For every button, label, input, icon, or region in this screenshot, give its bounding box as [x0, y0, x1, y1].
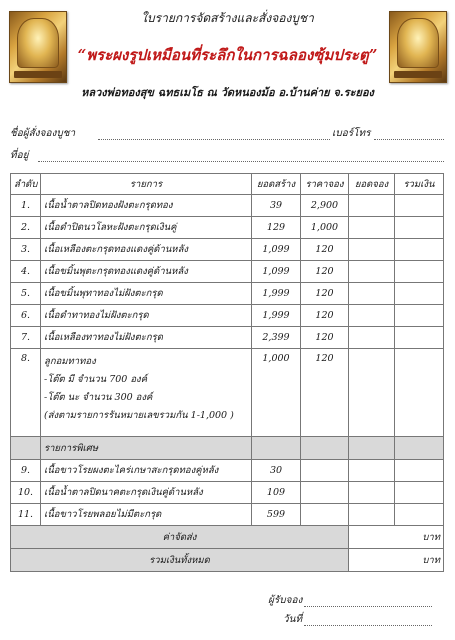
table-row-amulet-set: 8. ลูกอมทาทอง -โต๊ต มี จำนวน 700 องค์ -โต๊ต นะ จำนวน 300 องค์ (ส่งตามรายการรันหมายเลขรวมกัน 1-1,000 ) 1,000 120: [11, 349, 444, 437]
document-title: ใบรายการจัดสร้างและสั่งจองบูชา: [141, 11, 314, 25]
grand-total-amount-cell[interactable]: บาท: [349, 549, 444, 572]
total-cell[interactable]: [395, 504, 444, 526]
temple-subtitle: หลวงพ่อทองสุข ฉทธเมโธ ณ วัดหนองม้อ อ.บ้านค่าย จ.ระยอง: [81, 86, 374, 99]
header-order-qty: ยอดจอง: [349, 174, 395, 195]
header-number: ลำดับ: [11, 174, 41, 195]
table-row: 2. เนื้อดำปิดนวโลหะฝังตะกรุดเงินคู่ 129 1,000: [11, 217, 444, 239]
receiver-signature-field[interactable]: [304, 606, 432, 607]
total-cell[interactable]: [395, 349, 444, 437]
header-production-qty: ยอดสร้าง: [252, 174, 301, 195]
order-qty-cell[interactable]: [349, 261, 395, 283]
date-label: วันที่: [283, 614, 303, 625]
header-price: ราคาจอง: [301, 174, 349, 195]
table-row: 6. เนื้อดำทาทองไม่ฝังตะกรุด 1,999 120: [11, 305, 444, 327]
table-row: 5. เนื้อขมิ้นพุทาทองไม่ฝังตะกรุด 1,999 120: [11, 283, 444, 305]
special-section-row: [11, 437, 444, 460]
receiver-label: ผู้รับจอง: [268, 595, 303, 606]
table-row: 9. เนื้อขาวโรยผงตะไคร่เกษาสะกรุดทองคู่หลัง 30: [11, 460, 444, 482]
special-section-title: รายการพิเศษ: [41, 437, 252, 460]
date-field[interactable]: [304, 625, 432, 626]
total-cell[interactable]: [395, 261, 444, 283]
table-row: 7. เนื้อเหลืองทาทองไม่ฝังตะกรุด 2,399 120: [11, 327, 444, 349]
name-label: ชื่อผู้สั่งจองบูชา: [10, 128, 76, 139]
total-cell[interactable]: [395, 239, 444, 261]
total-cell[interactable]: [395, 460, 444, 482]
address-field[interactable]: [38, 161, 444, 162]
table-row: 4. เนื้อขมิ้นพุตะกรุดทองแดงคู่ด้านหลัง 1,099 120: [11, 261, 444, 283]
order-qty-cell[interactable]: [349, 239, 395, 261]
total-cell[interactable]: [395, 283, 444, 305]
grand-total-label: รวมเงินทั้งหมด: [11, 549, 349, 572]
table-row: 3. เนื้อเหลืองตะกรุดทองแดงคู่ด้านหลัง 1,099 120: [11, 239, 444, 261]
shipping-amount-cell[interactable]: บาท: [349, 526, 444, 549]
order-qty-cell[interactable]: [349, 217, 395, 239]
total-cell[interactable]: [395, 195, 444, 217]
table-row: 10. เนื้อน้ำตาลปิดนาคตะกรุดเงินคู่ด้านหลัง 109: [11, 482, 444, 504]
order-qty-cell[interactable]: [349, 460, 395, 482]
table-header-row: [11, 174, 444, 195]
amulet-base: [14, 71, 62, 78]
order-qty-cell[interactable]: [349, 504, 395, 526]
row8-line2: -โต๊ต นะ จำนวน 300 องค์: [44, 392, 153, 403]
order-qty-cell[interactable]: [349, 305, 395, 327]
grand-total-row: [11, 549, 444, 572]
address-label: ที่อยู่: [10, 150, 29, 161]
total-cell[interactable]: [395, 327, 444, 349]
total-cell[interactable]: [395, 217, 444, 239]
row8-title: ลูกอมทาทอง: [44, 356, 96, 367]
header-item: รายการ: [41, 174, 252, 195]
table-row: 1. เนื้อน้ำตาลปิดทองฝังตะกรุดทอง 39 2,900: [11, 195, 444, 217]
table-row: 11. เนื้อขาวโรยพลอยไม่มีตะกรุด 599: [11, 504, 444, 526]
shipping-label: ค่าจัดส่ง: [11, 526, 349, 549]
order-table: [10, 173, 444, 572]
order-qty-cell[interactable]: [349, 327, 395, 349]
header-total: รวมเงิน: [395, 174, 444, 195]
order-qty-cell[interactable]: [349, 482, 395, 504]
total-cell[interactable]: [395, 482, 444, 504]
shipping-row: [11, 526, 444, 549]
phone-field[interactable]: [374, 139, 444, 140]
order-qty-cell[interactable]: [349, 283, 395, 305]
amulet-base: [394, 71, 442, 78]
row8-line1: -โต๊ต มี จำนวน 700 องค์: [44, 374, 148, 385]
phone-label: เบอร์โทร: [332, 128, 371, 139]
order-qty-cell[interactable]: [349, 349, 395, 437]
total-cell[interactable]: [395, 305, 444, 327]
order-qty-cell[interactable]: [349, 195, 395, 217]
amulet-name-title: “พระผงรูปเหมือนที่ระลึกในการฉลองซุ้มประตู”: [77, 46, 378, 64]
name-field[interactable]: [98, 139, 330, 140]
row8-line3: (ส่งตามรายการรันหมายเลขรวมกัน 1-1,000 ): [44, 410, 234, 421]
